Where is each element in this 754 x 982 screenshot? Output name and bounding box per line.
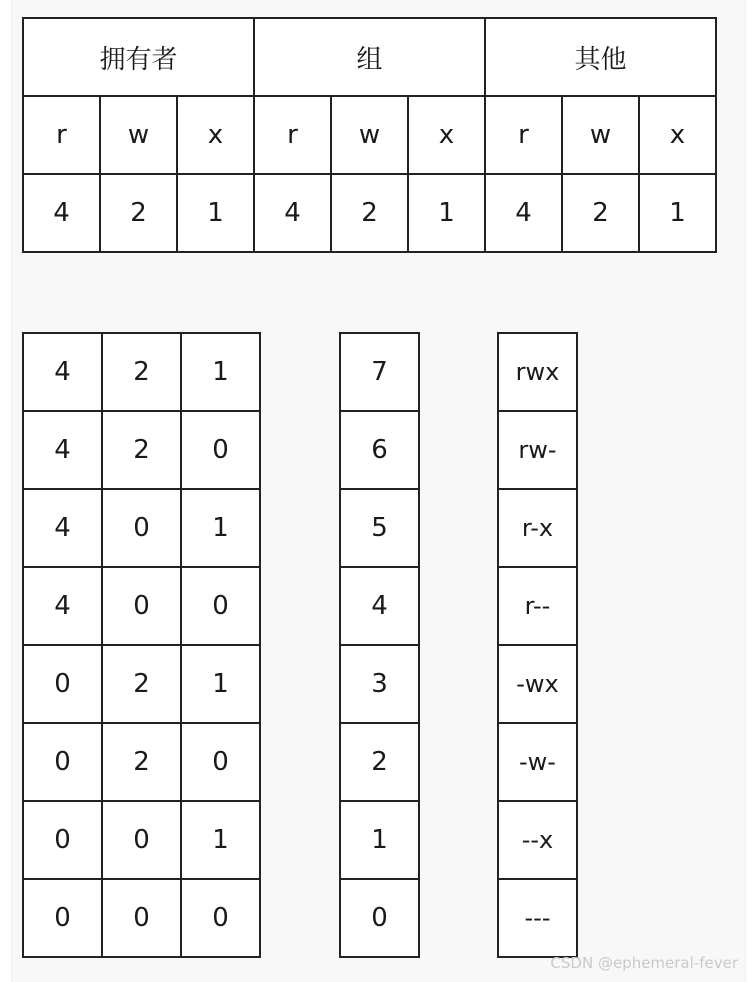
letter-cell: r: [254, 96, 331, 174]
symbolic-cell: --x: [498, 801, 577, 879]
value-cell: 2: [331, 174, 408, 252]
table-row: [340, 567, 419, 645]
table-row: [498, 879, 577, 957]
bit-cell: 0: [23, 723, 102, 801]
group-header-row: [23, 18, 716, 96]
table-row: [498, 411, 577, 489]
bit-cell: 2: [102, 411, 181, 489]
bit-cell: 0: [102, 567, 181, 645]
bit-cell: 0: [181, 411, 260, 489]
watermark: CSDN @ephemeral-fever: [550, 954, 738, 972]
bit-cell: 2: [102, 723, 181, 801]
table-row: [498, 489, 577, 567]
permission-header-table: [22, 17, 717, 253]
table-row: [23, 333, 260, 411]
symbolic-cell: ---: [498, 879, 577, 957]
bit-cell: 4: [23, 567, 102, 645]
value-cell: 2: [100, 174, 177, 252]
bit-cell: 0: [102, 489, 181, 567]
table-row: [498, 333, 577, 411]
letter-cell: r: [23, 96, 100, 174]
bit-cell: 1: [181, 333, 260, 411]
octal-cell: 0: [340, 879, 419, 957]
bit-cell: 1: [181, 801, 260, 879]
bits-table: [22, 332, 261, 958]
letter-cell: w: [100, 96, 177, 174]
table-row: [340, 879, 419, 957]
octal-cell: 4: [340, 567, 419, 645]
table-row: [498, 801, 577, 879]
octal-cell: 1: [340, 801, 419, 879]
table-row: [498, 567, 577, 645]
bit-cell: 2: [102, 645, 181, 723]
value-cell: 1: [639, 174, 716, 252]
symbolic-cell: -w-: [498, 723, 577, 801]
owner-header: 拥有者: [23, 18, 254, 96]
bit-cell: 2: [102, 333, 181, 411]
table-row: [340, 411, 419, 489]
value-cell: 2: [562, 174, 639, 252]
group-header: 组: [254, 18, 485, 96]
value-row: [23, 174, 716, 252]
bit-cell: 0: [102, 879, 181, 957]
letter-cell: w: [562, 96, 639, 174]
letter-cell: x: [408, 96, 485, 174]
bit-cell: 4: [23, 489, 102, 567]
table-row: [23, 645, 260, 723]
octal-cell: 5: [340, 489, 419, 567]
table-row: [340, 801, 419, 879]
table-row: [23, 411, 260, 489]
bit-cell: 0: [181, 879, 260, 957]
bit-cell: 0: [181, 723, 260, 801]
value-cell: 4: [485, 174, 562, 252]
octal-cell: 2: [340, 723, 419, 801]
value-cell: 4: [23, 174, 100, 252]
octal-cell: 6: [340, 411, 419, 489]
others-header: 其他: [485, 18, 716, 96]
table-row: [340, 489, 419, 567]
symbolic-cell: r--: [498, 567, 577, 645]
table-row: [340, 645, 419, 723]
bit-cell: 1: [181, 489, 260, 567]
octal-cell: 7: [340, 333, 419, 411]
letter-cell: x: [639, 96, 716, 174]
value-cell: 1: [408, 174, 485, 252]
bit-cell: 0: [181, 567, 260, 645]
bit-cell: 0: [23, 645, 102, 723]
table-row: [23, 723, 260, 801]
table-row: [23, 489, 260, 567]
table-row: [340, 723, 419, 801]
octal-cell: 3: [340, 645, 419, 723]
table-row: [498, 645, 577, 723]
value-cell: 4: [254, 174, 331, 252]
symbolic-cell: rwx: [498, 333, 577, 411]
bit-cell: 0: [23, 801, 102, 879]
letter-row: [23, 96, 716, 174]
letter-cell: w: [331, 96, 408, 174]
value-cell: 1: [177, 174, 254, 252]
bit-cell: 0: [23, 879, 102, 957]
bit-cell: 4: [23, 411, 102, 489]
table-row: [23, 567, 260, 645]
table-row: [498, 723, 577, 801]
letter-cell: x: [177, 96, 254, 174]
octal-table: [339, 332, 420, 958]
bit-cell: 0: [102, 801, 181, 879]
letter-cell: r: [485, 96, 562, 174]
symbolic-table: [497, 332, 578, 958]
table-row: [23, 879, 260, 957]
table-row: [23, 801, 260, 879]
symbolic-cell: rw-: [498, 411, 577, 489]
bit-cell: 4: [23, 333, 102, 411]
symbolic-cell: -wx: [498, 645, 577, 723]
table-row: [340, 333, 419, 411]
bit-cell: 1: [181, 645, 260, 723]
symbolic-cell: r-x: [498, 489, 577, 567]
